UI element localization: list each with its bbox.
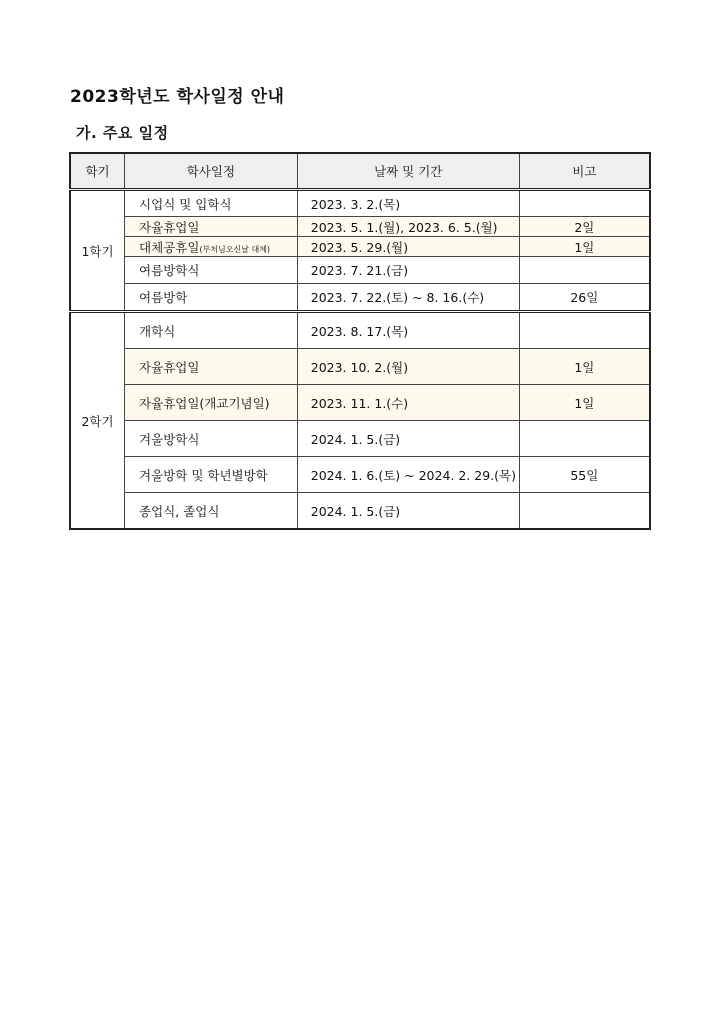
section-title: 가. 주요 일정 [76, 124, 169, 142]
note-cell: 1일 [519, 349, 650, 385]
header-note: 비고 [519, 153, 650, 190]
table-row [70, 217, 650, 237]
note-cell: 1일 [519, 237, 650, 257]
note-cell [519, 421, 650, 457]
event-cell: 여름방학 [125, 284, 298, 312]
note-cell [519, 493, 650, 530]
schedule-table [69, 152, 651, 530]
header-date: 날짜 및 기간 [297, 153, 519, 190]
table-header-row [70, 153, 650, 190]
event-cell: 겨울방학식 [125, 421, 298, 457]
semester-2-group [70, 312, 650, 530]
semester-1-label: 1학기 [70, 190, 125, 312]
event-cell: 개학식 [125, 312, 298, 349]
event-cell [125, 237, 298, 257]
date-cell: 2023. 7. 21.(금) [297, 257, 519, 284]
event-cell: 종업식, 졸업식 [125, 493, 298, 530]
page-title: 2023학년도 학사일정 안내 [70, 87, 285, 107]
table-row [70, 493, 650, 530]
event-cell: 여름방학식 [125, 257, 298, 284]
date-cell: 2024. 1. 5.(금) [297, 421, 519, 457]
event-text: 대체공휴일 [139, 239, 200, 255]
date-cell: 2023. 5. 1.(월), 2023. 6. 5.(월) [297, 217, 519, 237]
note-cell [519, 190, 650, 217]
date-cell: 2023. 11. 1.(수) [297, 385, 519, 421]
date-cell: 2023. 8. 17.(목) [297, 312, 519, 349]
event-cell: 자율휴업일(개교기념일) [125, 385, 298, 421]
event-cell: 시업식 및 입학식 [125, 190, 298, 217]
note-cell: 1일 [519, 385, 650, 421]
table-row [70, 284, 650, 312]
date-cell: 2024. 1. 5.(금) [297, 493, 519, 530]
note-cell: 55일 [519, 457, 650, 493]
date-cell: 2023. 3. 2.(목) [297, 190, 519, 217]
header-semester: 학기 [70, 153, 125, 190]
note-cell: 26일 [519, 284, 650, 312]
note-cell [519, 312, 650, 349]
table-row [70, 312, 650, 349]
event-subnote: (부처님오신날 대체) [199, 244, 271, 254]
date-cell: 2024. 1. 6.(토) ~ 2024. 2. 29.(목) [297, 457, 519, 493]
table-row [70, 237, 650, 257]
date-cell: 2023. 10. 2.(월) [297, 349, 519, 385]
event-cell: 자율휴업일 [125, 217, 298, 237]
table-row [70, 349, 650, 385]
table-row [70, 457, 650, 493]
table-row [70, 421, 650, 457]
table-row [70, 257, 650, 284]
note-cell [519, 257, 650, 284]
semester-2-label: 2학기 [70, 312, 125, 530]
date-cell: 2023. 7. 22.(토) ~ 8. 16.(수) [297, 284, 519, 312]
event-cell: 겨울방학 및 학년별방학 [125, 457, 298, 493]
table-row [70, 190, 650, 217]
table-row [70, 385, 650, 421]
event-cell: 자율휴업일 [125, 349, 298, 385]
semester-1-group [70, 190, 650, 312]
note-cell: 2일 [519, 217, 650, 237]
date-cell: 2023. 5. 29.(월) [297, 237, 519, 257]
header-event: 학사일정 [125, 153, 298, 190]
